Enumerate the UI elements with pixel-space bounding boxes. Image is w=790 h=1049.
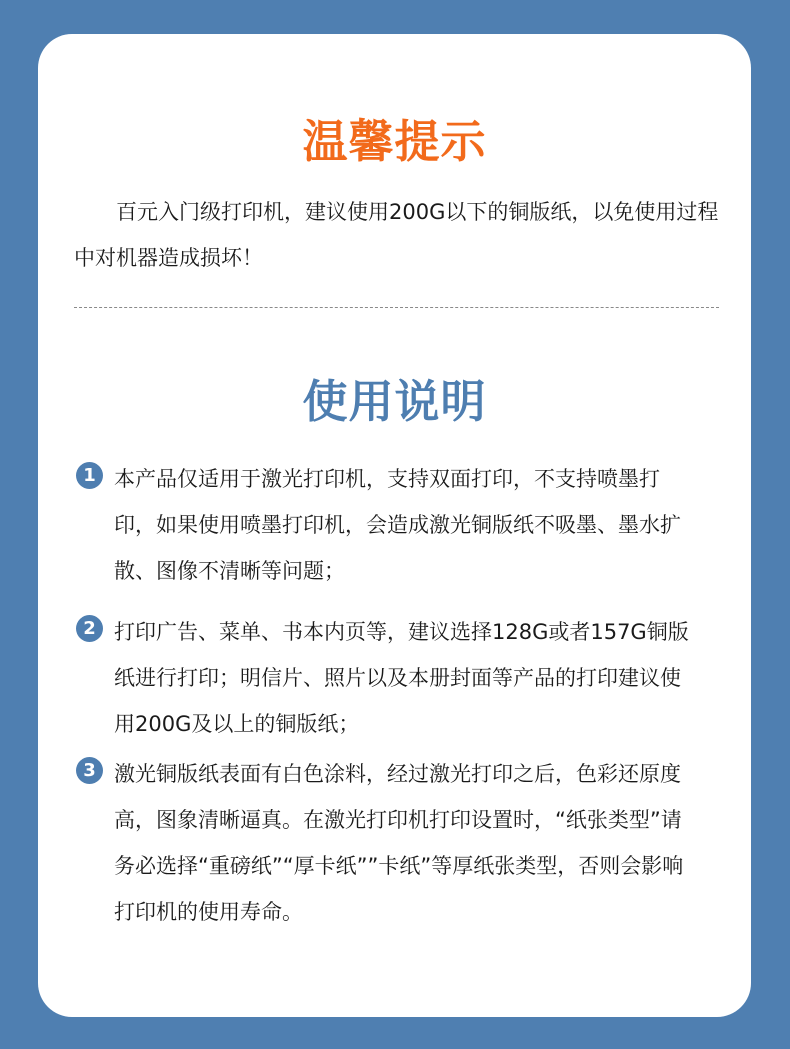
usage-item-text: 本产品仅适用于激光打印机，支持双面打印，不支持喷墨打印，如果使用喷墨打印机，会造成激光铜版纸不吸墨、墨水扩散、图像不清晰等问题； — [114, 467, 681, 583]
usage-item — [76, 609, 696, 747]
usage-title: 使用说明 — [302, 375, 487, 428]
usage-item — [76, 751, 696, 935]
usage-item-text: 打印广告、菜单、书本内页等，建议选择128G或者157G铜版纸进行打印；明信片、照片以及本册封面等产品的打印建议使用200G及以上的铜版纸； — [114, 620, 689, 736]
number-2-icon: 2 — [76, 615, 103, 642]
usage-item-text: 激光铜版纸表面有白色涂料，经过激光打印之后，色彩还原度高，图象清晰逼真。在激光打印机打印设置时，“纸张类型”请务必选择“重磅纸”“厚卡纸””卡纸”等厚纸张类型，否则会影响打印机的使用寿命。 — [114, 762, 684, 924]
number-3-icon: 3 — [76, 757, 103, 784]
section-divider — [74, 307, 719, 308]
warm-tip-title: 温馨提示 — [302, 115, 487, 168]
number-1-icon: 1 — [76, 462, 103, 489]
usage-item — [76, 456, 696, 594]
info-card — [38, 34, 751, 1017]
warm-tip-text: 百元入门级打印机，建议使用200G以下的铜版纸，以免使用过程中对机器造成损坏！ — [74, 200, 719, 270]
